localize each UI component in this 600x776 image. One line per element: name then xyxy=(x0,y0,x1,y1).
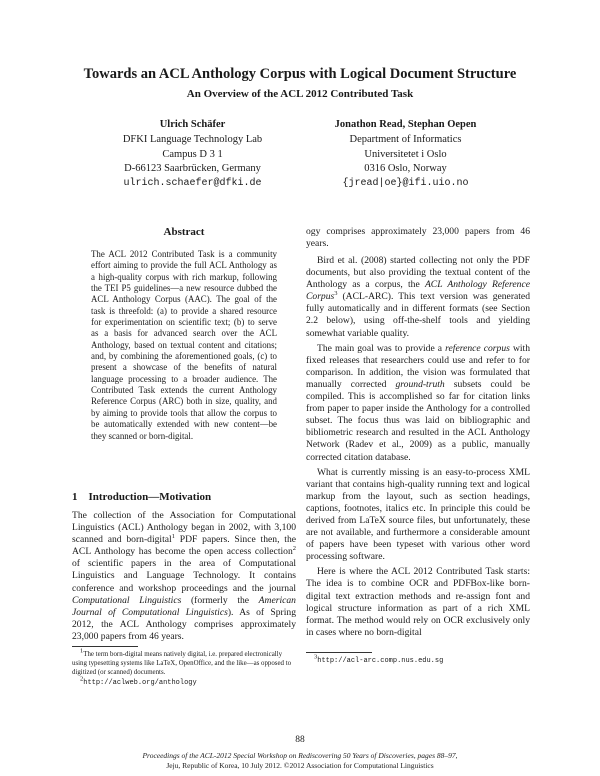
author-address: Universitetet i Oslo xyxy=(364,148,447,160)
author-affiliation: DFKI Language Technology Lab xyxy=(122,133,263,145)
author-block-2 xyxy=(318,118,493,192)
footer-line-2: Jeju, Republic of Korea, 10 July 2012. ©2012 Association for Computational Linguistics xyxy=(166,760,434,770)
author-block-1 xyxy=(105,118,280,192)
intro-continuation: ogy comprises approximately 23,000 papers from 46 years. xyxy=(306,226,530,250)
footnote-3-link[interactable]: http://acl-arc.comp.nus.edu.sg xyxy=(317,657,444,665)
right-column xyxy=(306,255,530,639)
author-city: 0316 Oslo, Norway xyxy=(364,163,447,175)
paragraph-contributed-task: Here is where the ACL 2012 Contributed Task starts: The idea is to combine OCR and PDFBox-like born-digital text extraction methods and re-assign font and logical structure information as part of a rich XML format. The method would rely on OCR exclusively only in cases where no born-digital xyxy=(306,566,530,638)
footnote-mark: 2 xyxy=(292,545,296,553)
author-name: Jonathon Read, Stephan Oepen xyxy=(334,119,477,130)
footnote-mark: 1 xyxy=(171,533,175,540)
paragraph-missing: What is currently missing is an easy-to-process XML variant that contains high-quality running text and logical markup from the layout, such as section headings, captions, footnotes, italics etc. In principle this could be derived from LaTeX source files, but unfortunately, these are not available, and furthermore a considerable amount of papers have been typeset with various other word processing software. xyxy=(306,466,530,563)
former-journal-name: American Journal of Computational Linguistics xyxy=(72,594,296,618)
author-affiliation: Department of Informatics xyxy=(349,133,462,145)
footnotes-right: $^3$http://acl-arc.comp.nus.edu.sg xyxy=(314,653,444,665)
paragraph-main-goal: The main goal was to provide a reference corpus with fixed releases that researchers could use and refer to for comparison. In addition, the vision was formulated that manually corrected ground-truth subsets could be compiled. This is accomplished so far for citation links from paper to paper inside the Anthology for a controlled subset. The focus thus was laid on bibliographic and bibliometric research and resulted in the ACL Anthology Network (Radev et al., 2009) as a public, manually corrected citation database. xyxy=(306,342,530,463)
author-address: Campus D 3 1 xyxy=(162,148,223,160)
section-title: Introduction—Motivation xyxy=(88,491,212,503)
intro-paragraph: The collection of the Association for Computational Linguistics (ACL) Anthology began in 2002, with 3,100 scanned and born-digital$^1$ PDF papers. Since then, the ACL Anthology has become the open access collection$^2$ of scientific papers in the area of Computational Linguistics and Language Technology. It contains conference and workshop proceedings and the journal Computational Linguistics (formerly the American Journal of Computational Linguistics). As of Spring 2012, the ACL Anthology comprises approximately 23,000 papers from 46 years. xyxy=(72,510,297,642)
footer-line-1: Proceedings of the ACL-2012 Special Workshop on Rediscovering 50 Years of Discoveries, pages 88–97, xyxy=(142,751,458,760)
journal-name: Computational Linguistics xyxy=(72,594,182,606)
proceedings-footer xyxy=(0,751,600,770)
paper-subtitle: An Overview of the ACL 2012 Contributed Task xyxy=(186,88,414,100)
section-number: 1 xyxy=(72,491,78,503)
author-city: D-66123 Saarbrücken, Germany xyxy=(124,163,261,175)
footnote-2-link[interactable]: http://aclweb.org/anthology xyxy=(83,679,197,687)
abstract-body xyxy=(91,249,277,442)
page-number: 88 xyxy=(295,735,305,745)
section-heading xyxy=(72,491,296,503)
right-column-continuation xyxy=(306,226,530,250)
paragraph-bird: Bird et al. (2008) started collecting not only the PDF documents, but also providing the textual content of the Anthology as a corpus, the ACL Anthology Reference Corpus$^3$ (ACL-ARC). This text version was generated fully automatically and in different formats (see Section 2.2 below), using off-the-shelf tools and yielding somewhat variable quality. xyxy=(306,255,530,339)
abstract-text: The ACL 2012 Contributed Task is a community effort aiming to provide the full ACL Anthology as a high-quality corpus with rich markup, following the TEI P5 guidelines—a new resource dubbed the ACL Anthology Corpus (AAC). The goal of the task is threefold: (a) to provide a shared resource for experimentation on scientific text; (b) to serve as a basis for advanced search over the ACL Anthology, based on textual content and citations; and, by combining the aforementioned goals, (c) to present a showcase of the benefits of natural language processing to a broader audience. The Contributed Task extends the current Anthology Reference Corpus (ARC) both in size, quality, and by aiming to provide tools that allow the corpus to be automatically extended with new content—be they scanned or born-digital. xyxy=(91,249,277,441)
footnote-1: The term born-digital means natively digital, i.e. prepared electronically using typesetting systems like LaTeX, OpenOffice, and the like—as opposed to digitized (or scanned) documents. xyxy=(72,651,292,676)
author-name: Ulrich Schäfer xyxy=(159,119,226,130)
footnotes-left: $^1$The term born-digital means natively digital, i.e. prepared electronically using typesetting systems like LaTeX, OpenOffice, and the like—as opposed to digitized (or scanned) documents. $^2$http://aclweb.org/anthology xyxy=(72,647,292,687)
author-email[interactable]: {jread|oe}@ifi.uio.no xyxy=(342,178,469,190)
paper-title: Towards an ACL Anthology Corpus with Logical Document Structure xyxy=(83,66,517,82)
abstract-heading: Abstract xyxy=(163,226,205,238)
author-email[interactable]: ulrich.schaefer@dfki.de xyxy=(123,178,262,190)
